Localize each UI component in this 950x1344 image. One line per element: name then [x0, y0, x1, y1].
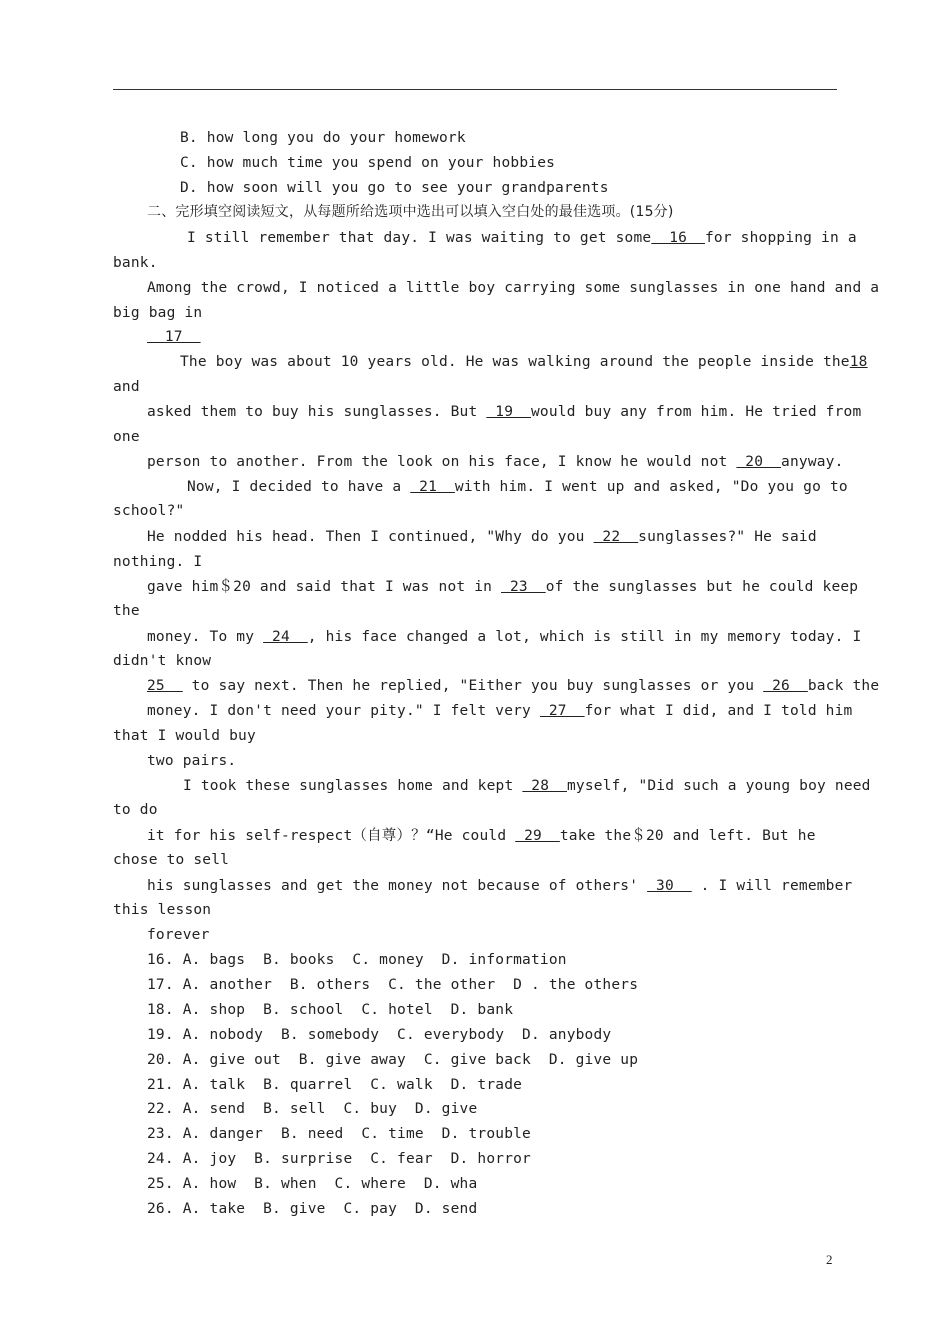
blank-21: 21: [410, 479, 455, 495]
passage-line: [183, 777, 871, 795]
passage-text: anyway.: [781, 454, 844, 470]
passage-line: [147, 453, 844, 471]
prev-option-d: D. how soon will you go to see your grandparents: [180, 180, 609, 196]
passage-line: [147, 578, 858, 596]
passage-line: this lesson: [113, 902, 212, 918]
passage-line: [147, 403, 861, 421]
passage-text: of the sunglasses but he could keep: [545, 579, 859, 595]
question-22: 22. A. send B. sell C. buy D. give: [147, 1101, 478, 1117]
passage-text: with him. I went up and asked, "Do you go to: [454, 479, 848, 495]
passage-line: [147, 827, 816, 845]
passage-line: [187, 478, 848, 496]
blank-18: 18: [849, 354, 868, 370]
question-18: 18. A. shop B. school C. hotel D. bank: [147, 1002, 514, 1018]
question-17: 17. A. another B. others C. the other D . the others: [147, 977, 639, 993]
passage-text: for shopping in a: [704, 230, 857, 246]
passage-text: to say next. Then he replied, "Either you buy sunglasses or you: [182, 678, 764, 694]
question-23: 23. A. danger B. need C. time D. trouble: [147, 1126, 531, 1142]
blank-19: 19: [486, 404, 531, 420]
passage-line: chose to sell: [113, 852, 230, 868]
passage-text: asked them to buy his sunglasses. But: [147, 404, 487, 420]
passage-text: back the: [807, 678, 880, 694]
passage-line: school?": [113, 503, 185, 519]
passage-line: forever: [147, 927, 210, 943]
passage-text: sunglasses?" He said: [638, 529, 817, 545]
passage-line: bank.: [113, 255, 158, 271]
passage-text: it for his self-respect（自尊）？“He could: [147, 828, 516, 844]
passage-line: [180, 353, 868, 371]
passage-text: , his face changed a lot, which is still in my memory today. I: [307, 629, 862, 645]
passage-line: [147, 702, 852, 720]
passage-line: [147, 877, 852, 895]
passage-line: and: [113, 379, 140, 395]
prev-option-b: B. how long you do your homework: [180, 130, 466, 146]
passage-line: to do: [113, 802, 158, 818]
passage-text: Now, I decided to have a: [187, 479, 411, 495]
passage-line: [147, 328, 201, 346]
passage-text: would buy any from him. He tried from: [531, 404, 862, 420]
passage-line: [147, 677, 879, 695]
passage-line: that I would buy: [113, 728, 256, 744]
question-26: 26. A. take B. give C. pay D. send: [147, 1201, 478, 1217]
passage-text: his sunglasses and get the money not because of others': [147, 878, 648, 894]
question-16: 16. A. bags B. books C. money D. information: [147, 952, 567, 968]
blank-27: 27: [539, 703, 585, 719]
passage-line: one: [113, 429, 140, 445]
passage-text: . I will remember: [691, 878, 853, 894]
prev-option-c: C. how much time you spend on your hobbies: [180, 155, 556, 171]
passage-text: myself, "Did such a young boy need: [567, 778, 871, 794]
passage-text: take the＄20 and left. But he: [559, 828, 816, 844]
passage-line: [147, 628, 861, 646]
page-number: 2: [826, 1252, 833, 1267]
blank-29: 29: [515, 828, 560, 844]
blank-26: 26: [763, 678, 808, 694]
passage-text: money. To my: [147, 629, 264, 645]
passage-text: money. I don't need your pity." I felt very: [147, 703, 540, 719]
passage-text: person to another. From the look on his face, I know he would not: [147, 454, 737, 470]
passage-text: I still remember that day. I was waiting to get some: [187, 230, 652, 246]
blank-28: 28: [522, 778, 567, 794]
question-20: 20. A. give out B. give away C. give back D. give up: [147, 1052, 639, 1068]
passage-line: the: [113, 603, 140, 619]
blank-20: 20: [736, 454, 782, 470]
blank-23: 23: [501, 579, 546, 595]
blank-16: 16: [651, 230, 705, 246]
question-19: 19. A. nobody B. somebody C. everybody D. anybody: [147, 1027, 612, 1043]
passage-line: big bag in: [113, 305, 203, 321]
passage-text: for what I did, and I told him: [584, 703, 853, 719]
passage-text: The boy was about 10 years old. He was walking around the people inside the: [180, 354, 850, 370]
passage-line: nothing. I: [113, 554, 203, 570]
passage-text: gave him＄20 and said that I was not in: [147, 579, 502, 595]
passage-line: two pairs.: [147, 753, 237, 769]
passage-line: didn't know: [113, 653, 212, 669]
blank-30: 30: [647, 878, 692, 894]
question-25: 25. A. how B. when C. where D. wha: [147, 1176, 478, 1192]
question-24: 24. A. joy B. surprise C. fear D. horror: [147, 1151, 531, 1167]
question-21: 21. A. talk B. quarrel C. walk D. trade: [147, 1077, 523, 1093]
passage-line: Among the crowd, I noticed a little boy carrying some sunglasses in one hand and a: [147, 280, 880, 296]
section-heading: 二、完形填空阅读短文，从每题所给选项中选出可以填入空白处的最佳选项。(15分): [147, 204, 674, 220]
passage-text: I took these sunglasses home and kept: [183, 778, 523, 794]
passage-line: [147, 528, 817, 546]
passage-text: He nodded his head. Then I continued, "Why do you: [147, 529, 594, 545]
blank-17: 17: [147, 329, 201, 345]
passage-line: [187, 229, 857, 247]
blank-24: 24: [263, 629, 308, 645]
blank-25: 25: [147, 678, 183, 694]
blank-22: 22: [593, 529, 639, 545]
header-rule: [113, 89, 837, 90]
